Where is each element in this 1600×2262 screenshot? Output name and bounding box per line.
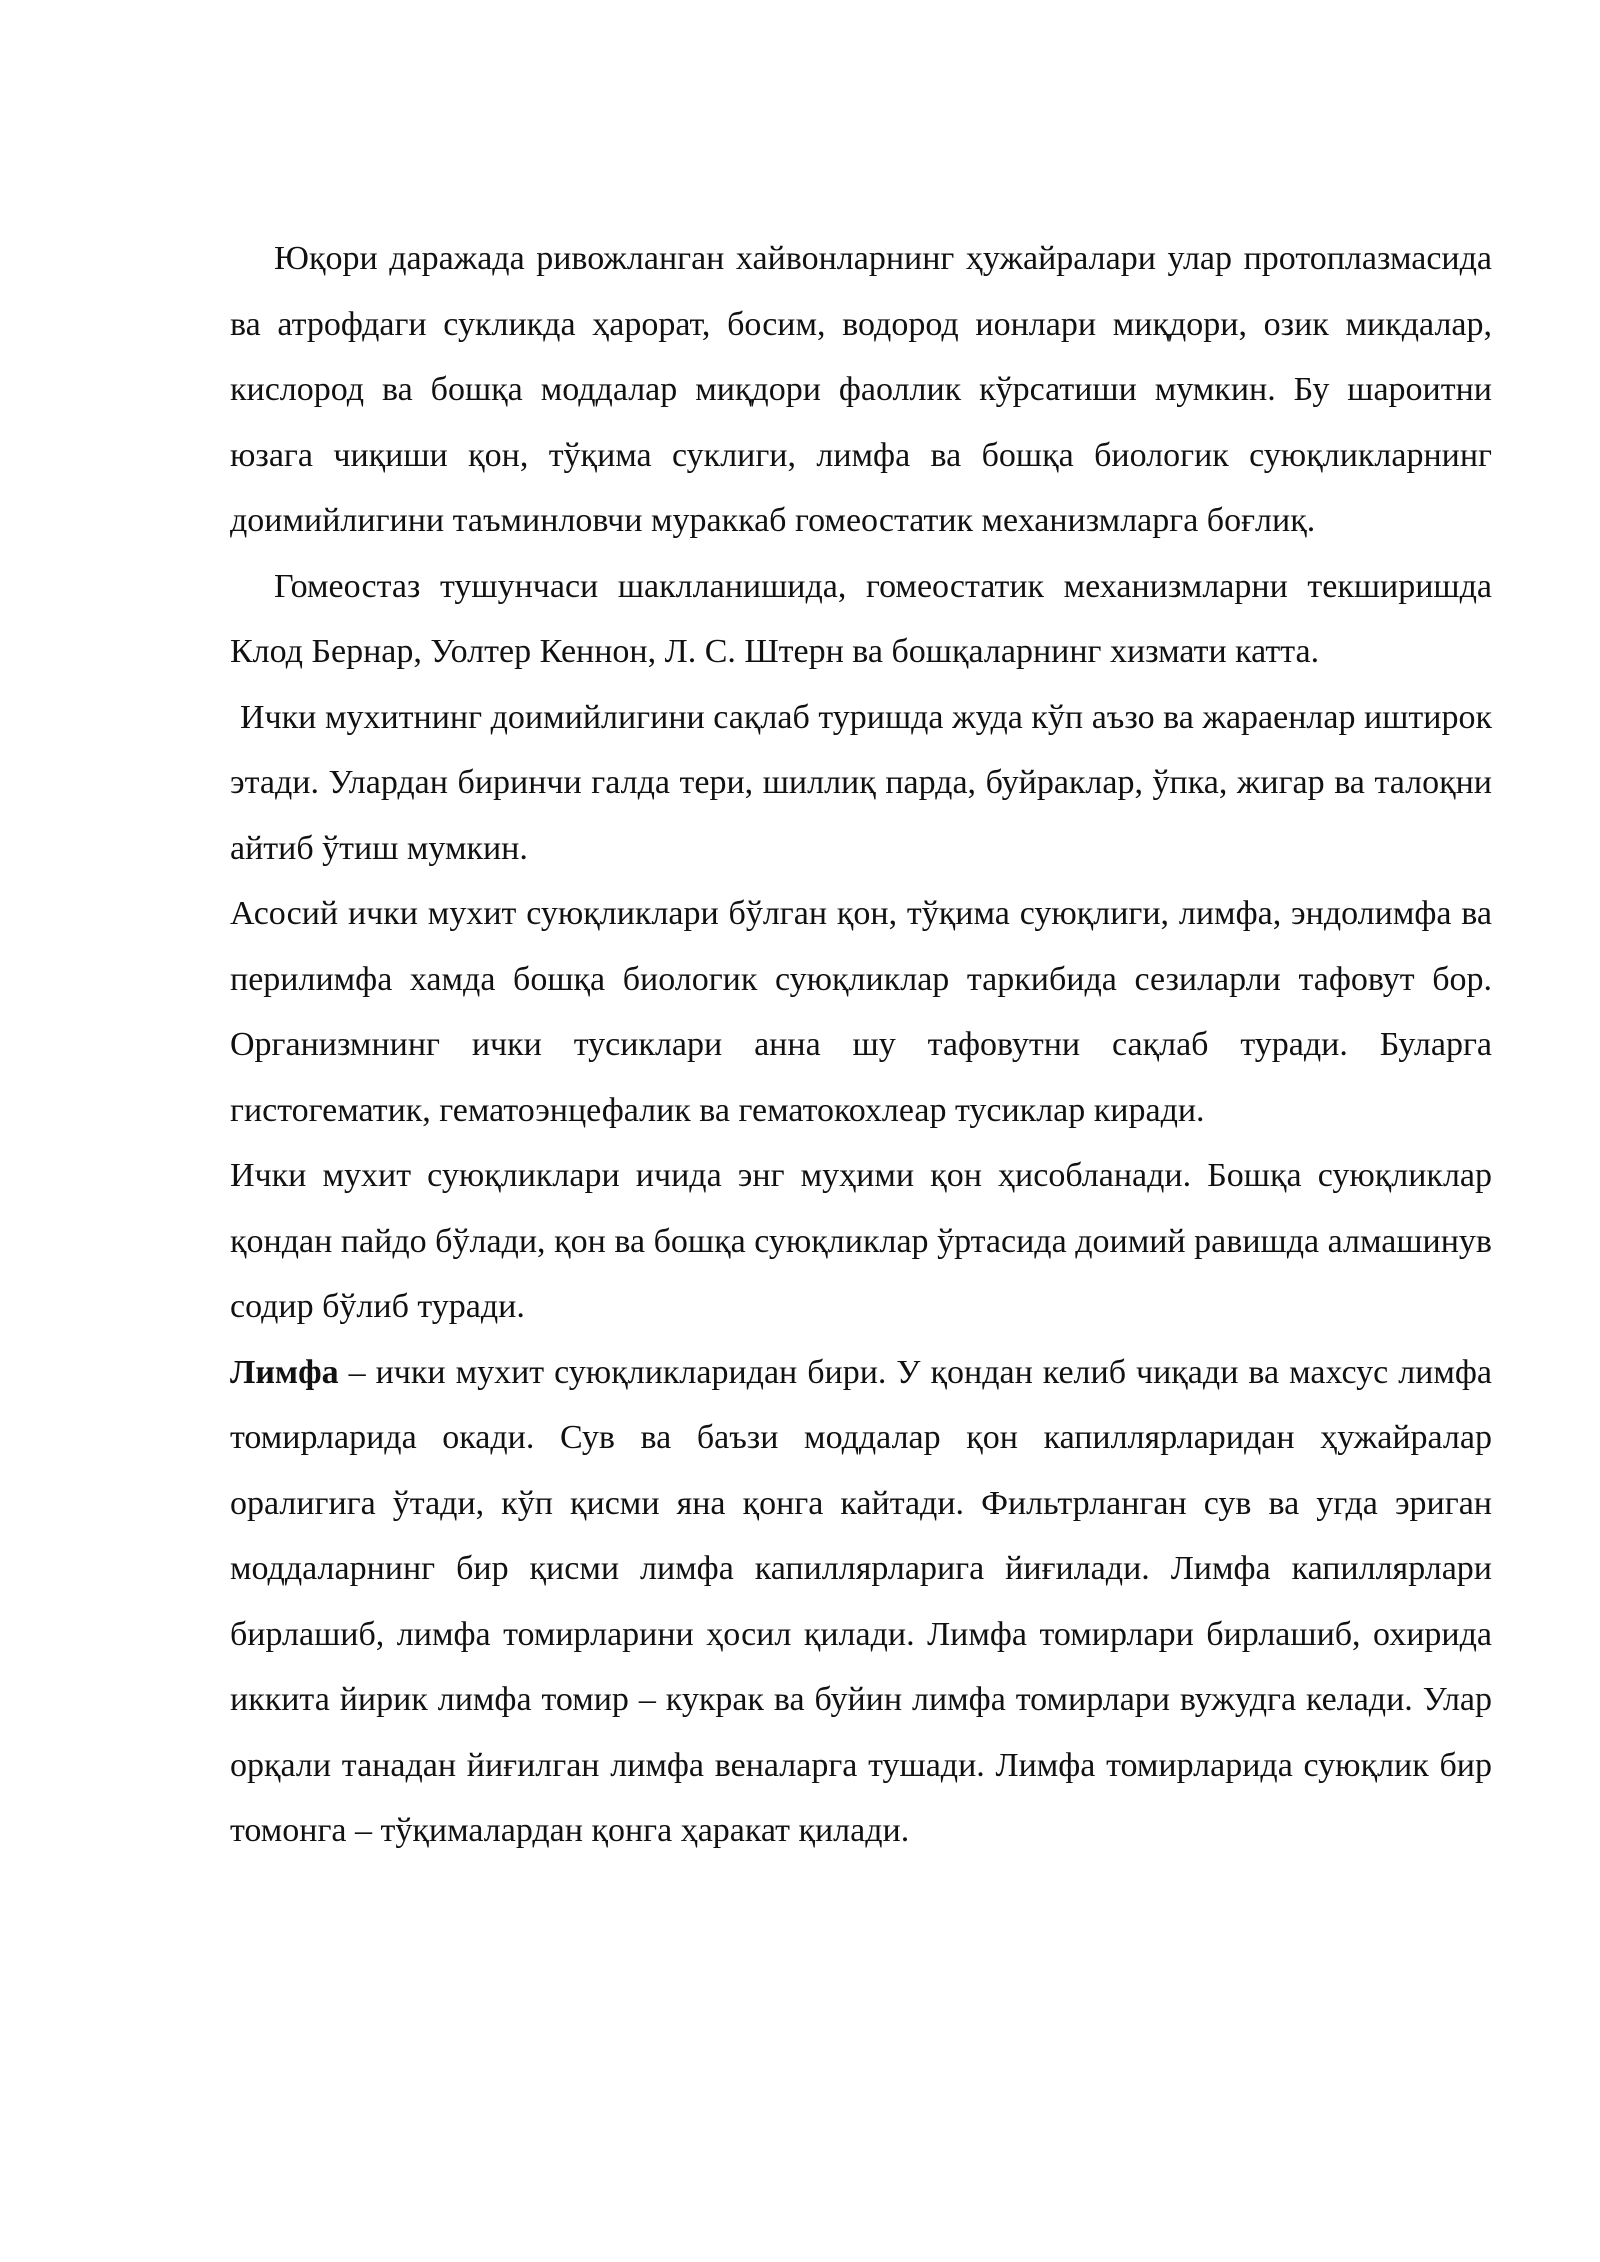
paragraph-internal-fluids: Асосий ички мухит суюқликлари бўлган қон, тўқима суюқлиги, лимфа, эндолимфа ва перилимфа хамда бошқа биологик суюқликлар таркибида сезиларли тафовут бор. Организмнинг ички тусиклари анна шу тафовутни сақлаб туради. Буларга гистогематик, гематоэнцефалик ва гематокохлеар тусиклар киради. (230, 895, 1492, 1129)
paragraph-internal-environment-organs: Ички мухитнинг доимийлигини сақлаб туришда жуда кўп аъзо ва жараенлар иштирок этади. Улардан биринчи галда тери, шиллиқ парда, буйраклар, ўпка, жигар ва талоқни айтиб ўтиш мумкин. (230, 698, 1492, 867)
paragraph-homeostasis-intro: Юқори даражада ривожланган хайвонларнинг ҳужайралари улар протоплазмасида ва атрофдаги сукликда ҳарорат, босим, водород ионлари миқдори, озик микдалар, кислород ва бошқа моддалар миқдори фаоллик кўрсатиши мумкин. Бу шароитни юзага чиқиши қон, тўқима суклиги, лимфа ва бошқа биологик суюқликларнинг доимийлигини таъминловчи мураккаб гомеостатик механизмларга боғлиқ. (230, 240, 1492, 539)
paragraph-homeostasis-concept: Гомеостаз тушунчаси шаклланишида, гомеостатик механизмларни текширишда Клод Бернар, Уолтер Кеннон, Л. С. Штерн ва бошқаларнинг хизмати катта. (230, 567, 1492, 670)
paragraph-lymph (230, 1340, 1492, 1864)
term-lymph: Лимфа (230, 1353, 339, 1391)
document-page (230, 226, 1492, 1864)
paragraph-lymph-body: – ички мухит суюқликларидан бири. У қондан келиб чиқади ва махсус лимфа томирларида окади. Сув ва баъзи моддалар қон капиллярларидан ҳужайралар оралигига ўтади, кўп қисми яна қонга кайтади. Фильтрланган сув ва угда эриган моддаларнинг бир қисми лимфа капиллярларига йиғилади. Лимфа капиллярлари бирлашиб, лимфа томирларини ҳосил қилади. Лимфа томирлари бирлашиб, охирида иккита йирик лимфа томир – кукрак ва буйин лимфа томирлари вужудга келади. Улар орқали танадан йиғилган лимфа веналарга тушади. Лимфа томирларида суюқлик бир томонга – тўқималардан қонга ҳаракат қилади. (230, 1353, 1492, 1849)
paragraph-blood: Ички мухит суюқликлари ичида энг муҳими қон ҳисобланади. Бошқа суюқликлар қондан пайдо бўлади, қон ва бошқа суюқликлар ўртасида доимий равишда алмашинув содир бўлиб туради. (230, 1157, 1492, 1325)
